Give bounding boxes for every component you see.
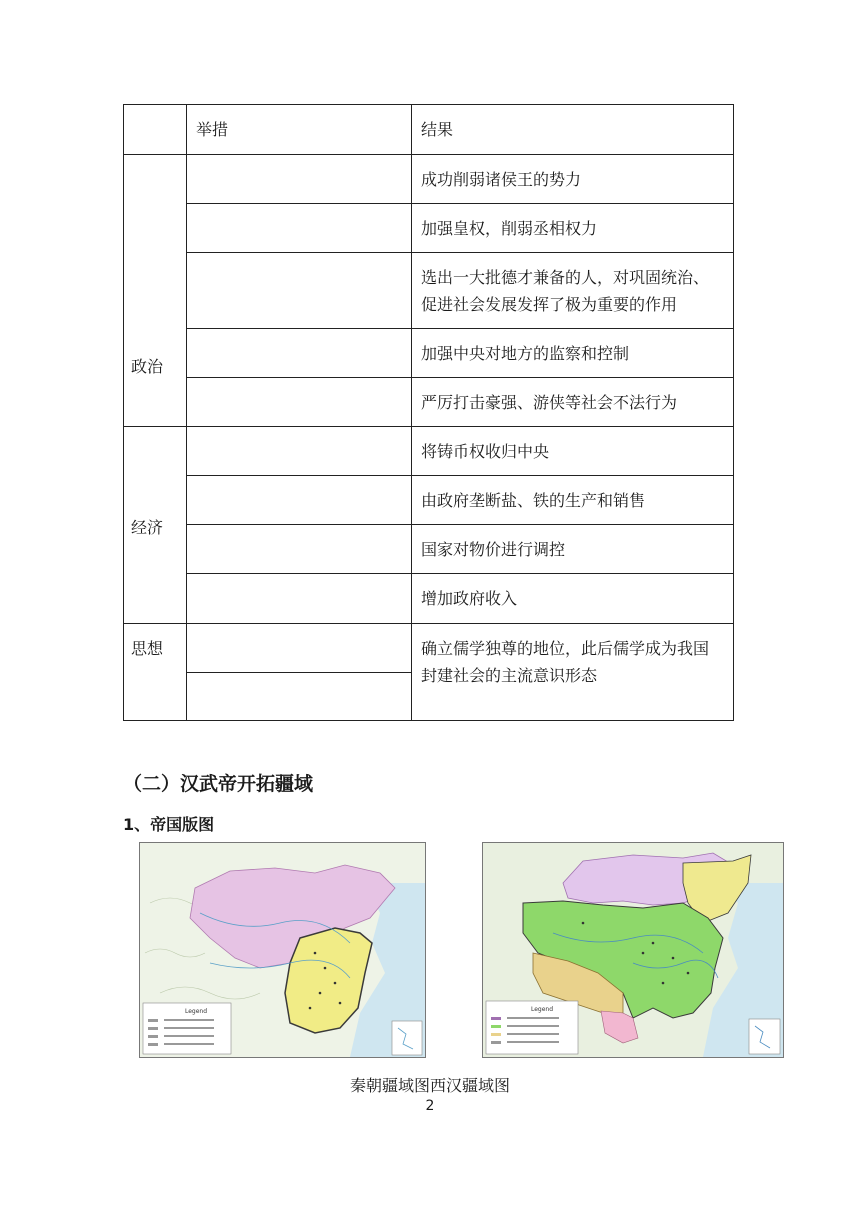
figure-caption: 秦朝疆域图西汉疆域图: [349, 1076, 510, 1095]
table-divider: [186, 672, 411, 673]
result-cell: 将铸币权收归中央: [421, 442, 550, 461]
table-divider: [124, 154, 733, 155]
map-legend-label: Legend: [185, 1008, 208, 1015]
header-results: 结果: [421, 120, 454, 139]
map-legend-label: Legend: [531, 1006, 554, 1013]
result-cell: 加强皇权，削弱丞相权力: [421, 219, 598, 238]
table-divider: [186, 105, 187, 720]
table-divider: [124, 623, 733, 624]
table-divider: [186, 252, 733, 253]
table-divider: [124, 426, 733, 427]
result-cell: 严厉打击豪强、游侠等社会不法行为: [421, 393, 678, 412]
result-cell: 促进社会发展发挥了极为重要的作用: [421, 295, 678, 314]
table-divider: [186, 475, 733, 476]
subtitle: 1、帝国版图: [123, 815, 215, 834]
header-measures: 举措: [196, 120, 229, 139]
result-cell: 增加政府收入: [421, 589, 518, 608]
measures-table: [123, 104, 734, 721]
category-thought: 思想: [131, 639, 164, 658]
result-cell: 加强中央对地方的监察和控制: [421, 344, 630, 363]
result-cell: 封建社会的主流意识形态: [421, 666, 598, 685]
category-politics: 政治: [131, 357, 164, 376]
table-divider: [186, 573, 733, 574]
table-divider: [411, 105, 412, 720]
table-divider: [186, 377, 733, 378]
table-divider: [186, 328, 733, 329]
category-economy: 经济: [131, 518, 164, 537]
result-cell: 国家对物价进行调控: [421, 540, 566, 559]
result-cell: 由政府垄断盐、铁的生产和销售: [421, 491, 646, 510]
result-cell: 选出一大批德才兼备的人，对巩固统治、: [421, 268, 710, 287]
table-divider: [186, 524, 733, 525]
table-divider: [186, 203, 733, 204]
result-cell: 成功削弱诸侯王的势力: [421, 170, 582, 189]
section-title: （二）汉武帝开拓疆域: [123, 773, 314, 795]
page-number: 2: [425, 1098, 435, 1114]
result-cell: 确立儒学独尊的地位，此后儒学成为我国: [421, 639, 710, 658]
qin-territory-map: [139, 842, 426, 1058]
western-han-territory-map: [482, 842, 784, 1058]
